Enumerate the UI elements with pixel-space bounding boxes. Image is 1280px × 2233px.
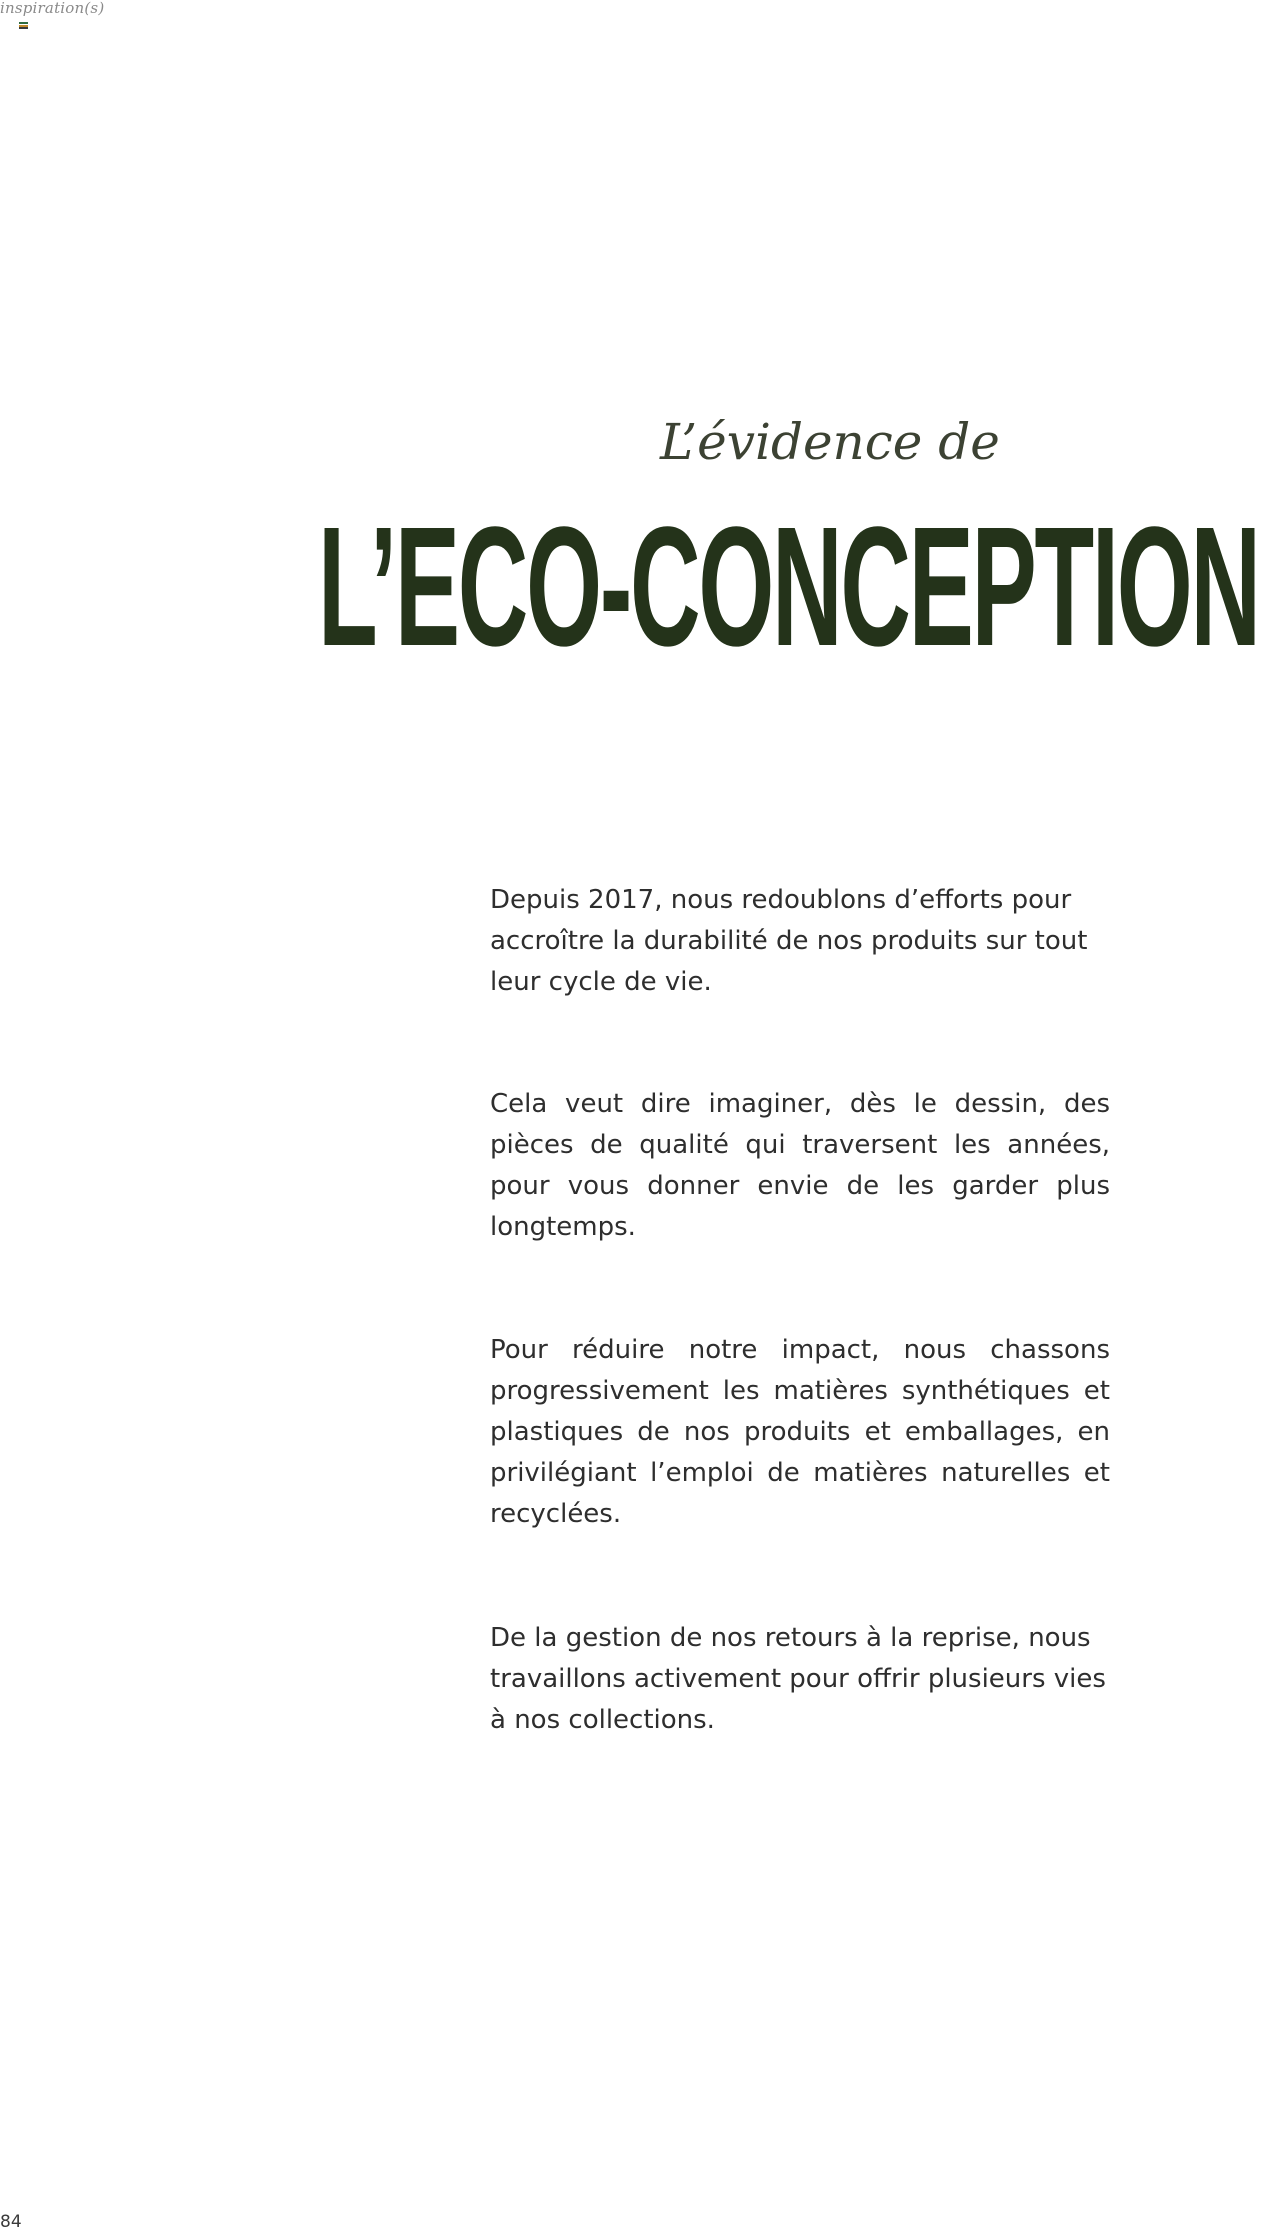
flag-icon xyxy=(19,22,28,29)
page-number: 84 xyxy=(0,2212,22,2232)
title-kicker: L’évidence de xyxy=(660,413,1000,471)
paragraph-design-quality: Cela veut dire imaginer, dès le dessin, des pièces de qualité qui traversent les années, pour vous donner envie de les garder plus longtemps. xyxy=(490,1089,1110,1242)
running-head: inspiration(s) xyxy=(0,0,105,17)
paragraph-returns: De la gestion de nos retours à la reprise, nous travaillons activement pour offrir plusieurs vies à nos collections. xyxy=(490,1623,1106,1735)
page-title: L’ECO-CONCEPTION xyxy=(318,492,1259,682)
paragraph-durability: Depuis 2017, nous redoublons d’efforts pour accroître la durabilité de nos produits sur tout leur cycle de vie. xyxy=(490,885,1088,997)
paragraph-materials: Pour réduire notre impact, nous chassons progressivement les matières synthétiques et plastiques de nos produits et emballages, en privilégiant l’emploi de matières naturelles et recyclées. xyxy=(490,1335,1110,1529)
